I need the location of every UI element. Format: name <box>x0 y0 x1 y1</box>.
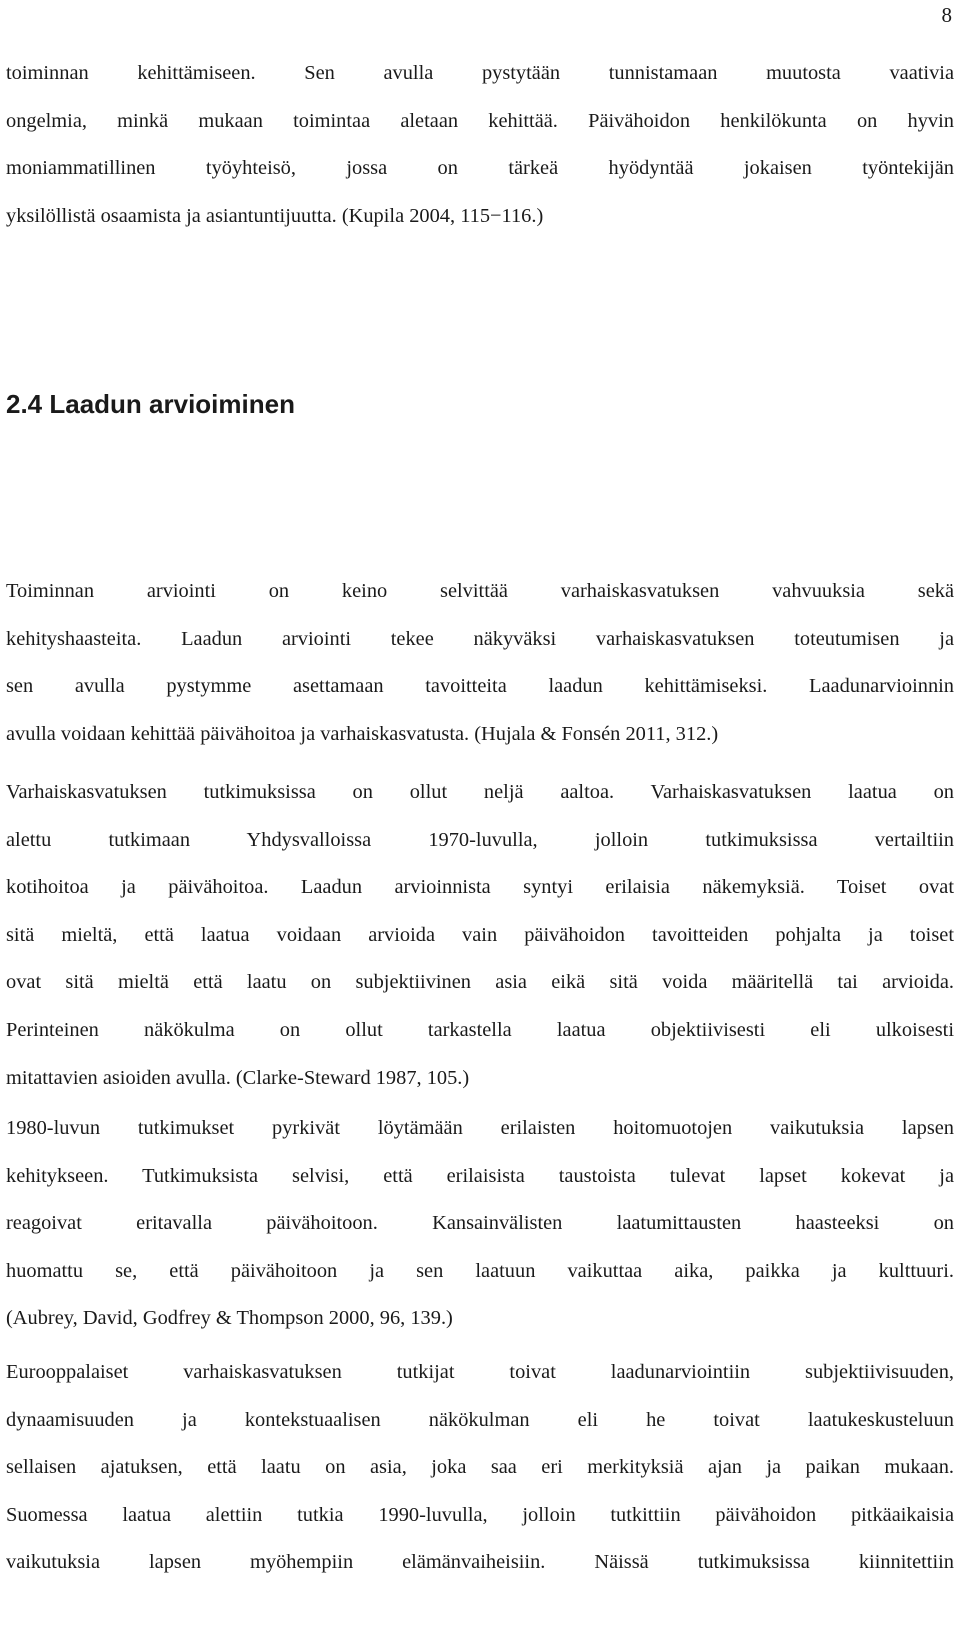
page-number: 8 <box>941 3 952 27</box>
text-line: Perinteinen näkökulma on ollut tarkastella laatua objektiivisesti eli ulkoisesti <box>6 1018 954 1041</box>
text-line: kehitykseen. Tutkimuksista selvisi, että erilaisista taustoista tulevat lapset kokevat ja <box>6 1164 954 1187</box>
paragraph-1980s <box>0 1105 960 1343</box>
paragraph-european <box>0 1349 960 1587</box>
text-line: 1980-luvun tutkimukset pyrkivät löytämään erilaisten hoitomuotojen vaikutuksia lapsen <box>6 1117 954 1139</box>
text-line: sen avulla pystymme asettamaan tavoitteita laadun kehittämiseksi. Laadunarvioinnin <box>6 675 954 698</box>
section-heading: 2.4 Laadun arvioiminen <box>6 389 295 419</box>
text-line: yksilöllistä osaamista ja asiantuntijuutta. (Kupila 2004, 115−116.) <box>6 204 544 227</box>
text-line: huomattu se, että päivähoitoon ja sen laatuun vaikuttaa aika, paikka ja kulttuuri. <box>6 1259 954 1282</box>
paragraph-intro <box>0 568 960 758</box>
text-line: ovat sitä mieltä että laatu on subjektiivinen asia eikä sitä voida määritellä tai arvioida. <box>6 971 954 994</box>
text-line: kotihoitoa ja päivähoitoa. Laadun arvioinnista syntyi erilaisia näkemyksiä. Toiset ovat <box>6 876 954 899</box>
text-line: alettu tutkimaan Yhdysvalloissa 1970-luvulla, jolloin tutkimuksissa vertailtiin <box>6 828 954 851</box>
text-line: Suomessa laatua alettiin tutkia 1990-luvulla, jolloin tutkittiin päivähoidon pitkäaikaisia <box>6 1503 954 1526</box>
text-line: (Aubrey, David, Godfrey & Thompson 2000, 96, 139.) <box>6 1307 453 1330</box>
paragraph-continuation <box>0 50 960 240</box>
text-line: Eurooppalaiset varhaiskasvatuksen tutkijat toivat laadunarviointiin subjektiivisuuden, <box>6 1361 954 1383</box>
text-line: mitattavien asioiden avulla. (Clarke-Steward 1987, 105.) <box>6 1066 470 1089</box>
text-line: sitä mieltä, että laatua voidaan arvioida vain päivähoidon tavoitteiden pohjalta ja toiset <box>6 923 954 946</box>
text-line: dynaamisuuden ja kontekstuaalisen näkökulman eli he toivat laatukeskusteluun <box>6 1408 954 1431</box>
text-line: avulla voidaan kehittää päivähoitoa ja varhaiskasvatusta. (Hujala & Fonsén 2011, 312.) <box>6 722 719 745</box>
text-line: vaikutuksia lapsen myöhempiin elämänvaiheisiin. Näissä tutkimuksissa kiinnitettiin <box>6 1551 954 1574</box>
text-line: kehityshaasteita. Laadun arviointi tekee näkyväksi varhaiskasvatuksen toteutumisen ja <box>6 627 954 650</box>
text-line: Varhaiskasvatuksen tutkimuksissa on ollut neljä aaltoa. Varhaiskasvatuksen laatua on <box>6 781 954 803</box>
text-line: toiminnan kehittämiseen. Sen avulla pystytään tunnistamaan muutosta vaativia <box>6 62 954 84</box>
text-line: sellaisen ajatuksen, että laatu on asia, joka saa eri merkityksiä ajan ja paikan mukaan. <box>6 1456 954 1479</box>
paragraph-research-waves <box>0 769 960 1102</box>
text-line: ongelmia, minkä mukaan toimintaa aletaan kehittää. Päivähoidon henkilökunta on hyvin <box>6 109 954 132</box>
text-line: moniammatillinen työyhteisö, jossa on tärkeä hyödyntää jokaisen työntekijän <box>6 157 954 180</box>
text-line: Toiminnan arviointi on keino selvittää varhaiskasvatuksen vahvuuksia sekä <box>6 580 954 602</box>
text-line: reagoivat eritavalla päivähoitoon. Kansainvälisten laatumittausten haasteeksi on <box>6 1212 954 1235</box>
